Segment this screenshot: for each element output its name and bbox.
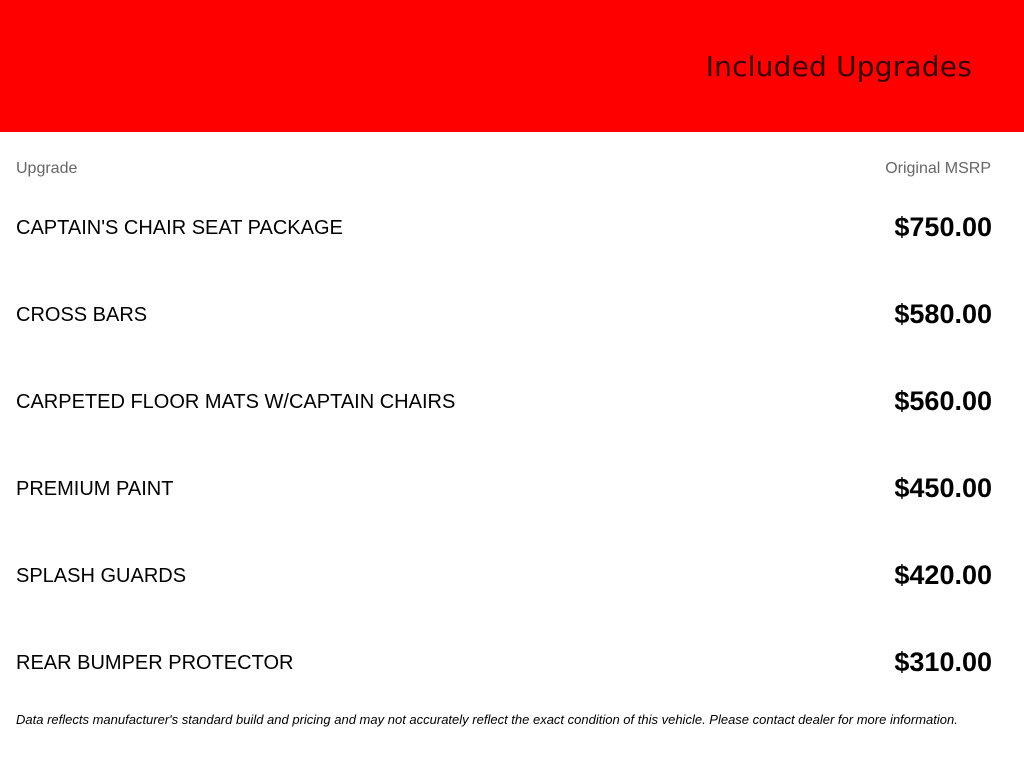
- list-item: [16, 359, 992, 446]
- upgrade-column-header: Upgrade: [16, 160, 78, 177]
- list-item: [16, 185, 992, 272]
- upgrade-name: CAPTAIN'S CHAIR SEAT PACKAGE: [16, 217, 343, 239]
- upgrade-name: REAR BUMPER PROTECTOR: [16, 652, 294, 674]
- msrp-column-header: Original MSRP: [885, 160, 991, 177]
- list-item: [16, 446, 992, 533]
- list-item: [16, 533, 992, 620]
- column-headers: [16, 160, 991, 180]
- upgrade-price: $750.00: [894, 212, 992, 242]
- upgrade-name: CARPETED FLOOR MATS W/CAPTAIN CHAIRS: [16, 391, 456, 413]
- upgrade-price: $560.00: [894, 386, 992, 416]
- disclaimer-text: Data reflects manufacturer's standard build and pricing and may not accurately reflect the exact condition of this vehicle. Please contact dealer for more information.: [16, 712, 958, 727]
- upgrade-name: SPLASH GUARDS: [16, 565, 187, 587]
- header-banner: [0, 0, 1024, 132]
- upgrade-price: $580.00: [894, 299, 992, 329]
- list-item: [16, 272, 992, 359]
- list-item: [16, 620, 992, 707]
- upgrade-name: CROSS BARS: [16, 304, 148, 326]
- upgrade-price: $310.00: [894, 647, 992, 677]
- upgrade-price: $420.00: [894, 560, 992, 590]
- page-title: Included Upgrades: [705, 50, 972, 83]
- upgrades-list: [16, 185, 992, 707]
- upgrade-price: $450.00: [894, 473, 992, 503]
- upgrade-name: PREMIUM PAINT: [16, 478, 174, 500]
